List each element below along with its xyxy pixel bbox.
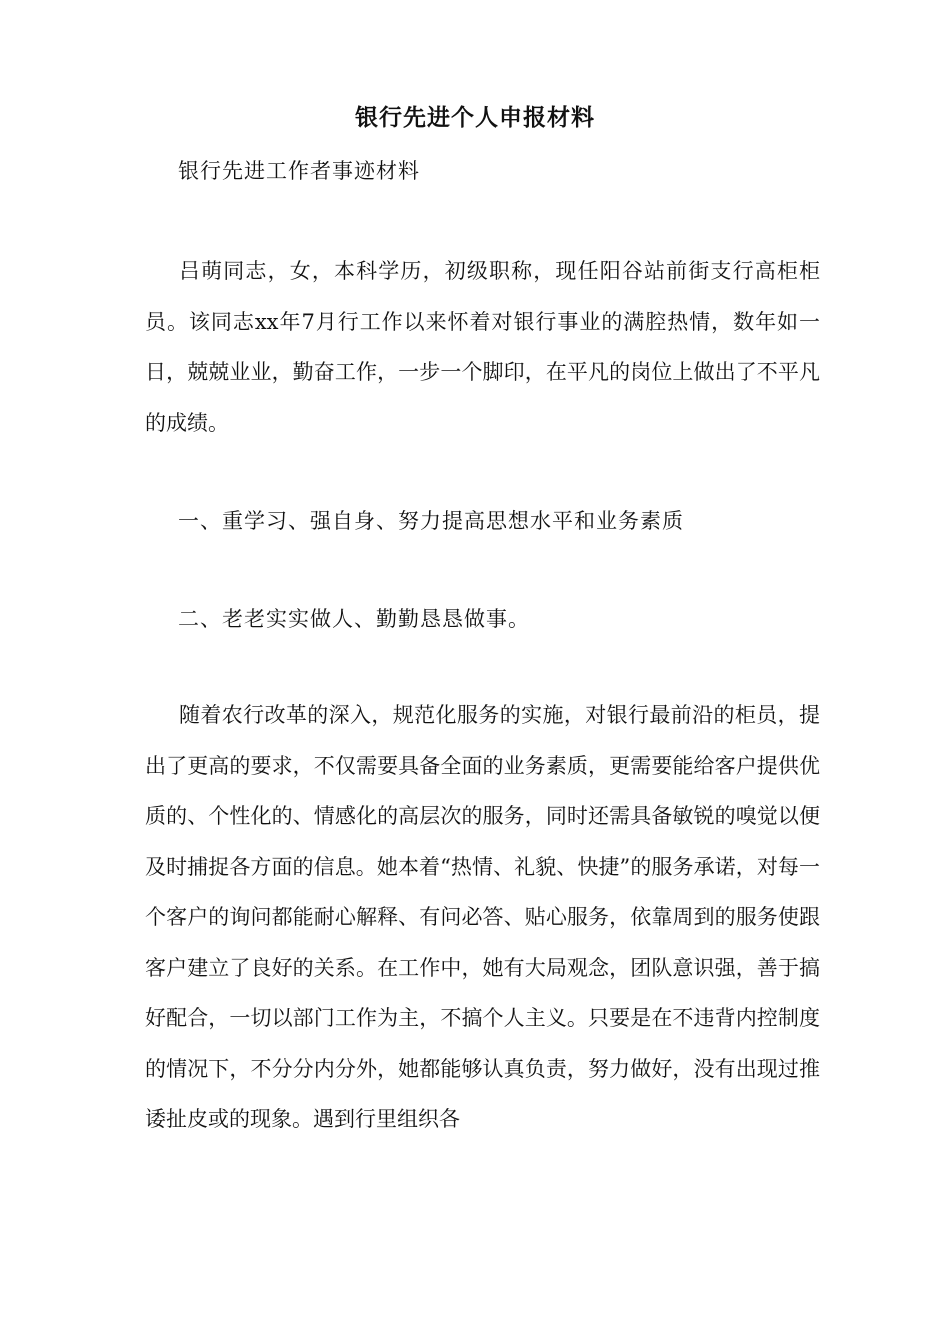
document-title: 银行先进个人申报材料 [355, 104, 595, 131]
section-heading-1: 一、重学习、强自身、努力提高思想水平和业务素质 [178, 509, 684, 533]
section-heading-2: 二、老老实实做人、勤勤恳恳做事。 [178, 607, 530, 631]
paragraph-service: 随着农行改革的深入，规范化服务的实施，对银行最前沿的柜员，提出了更高的要求，不仅需要具备全面的业务素质，更需要能给客户提供优质的、个性化的、情感化的高层次的服务，同时还需具备敏锐的嗅觉以便及时捕捉各方面的信息。她本着“热情、礼貌、快捷”的服务承诺，对每一个客户的询问都能耐心解释、有问必答、贴心服务，依靠周到的服务使跟客户建立了良好的关系。在工作中，她有大局观念，团队意识强，善于搞好配合，一切以部门工作为主，不搞个人主义。只要是在不违背内控制度的情况下，不分分内分外，她都能够认真负责，努力做好，没有出现过推诿扯皮或的现象。遇到行里组织各 [145, 703, 820, 1131]
document-subtitle: 银行先进工作者事迹材料 [178, 159, 420, 183]
paragraph-intro: 吕萌同志，女，本科学历，初级职称，现任阳谷站前街支行高柜柜员。该同志xx年7月行工作以来怀着对银行事业的满腔热情，数年如一日，兢兢业业，勤奋工作，一步一个脚印，在平凡的岗位上做出了不平凡的成绩。 [145, 259, 820, 435]
